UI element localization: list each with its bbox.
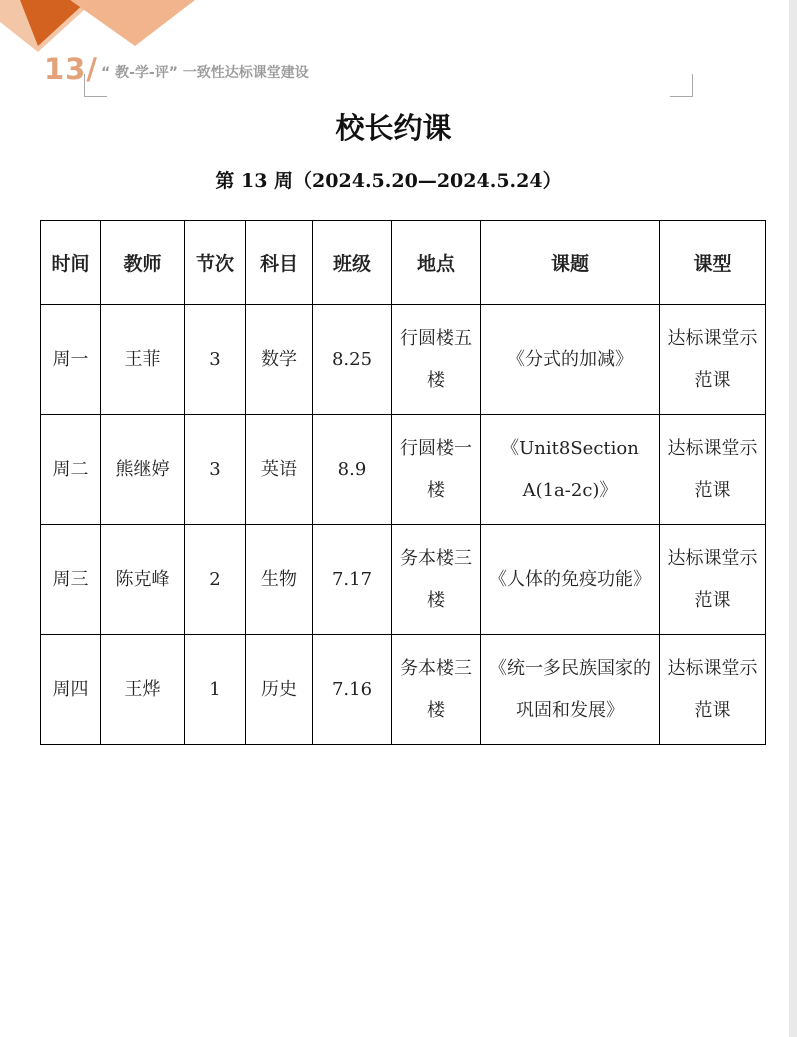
column-header-topic: 课题	[481, 221, 660, 305]
document-title: 校长约课	[335, 111, 452, 145]
cell-subject: 生物	[246, 525, 313, 635]
cell-subject: 英语	[246, 415, 313, 525]
cell-subject: 历史	[246, 635, 313, 745]
column-header-subject: 科目	[246, 221, 313, 305]
schedule-table	[40, 220, 766, 745]
table-row	[41, 525, 766, 635]
table-header-row	[41, 221, 766, 305]
cell-period: 2	[185, 525, 246, 635]
crop-mark-left	[84, 74, 107, 97]
cell-teacher: 王烨	[101, 635, 185, 745]
cell-class: 7.17	[313, 525, 392, 635]
cell-type: 达标课堂示范课	[660, 415, 766, 525]
running-header: “ 教-学-评” 一致性达标课堂建设	[101, 65, 309, 81]
cell-subject: 数学	[246, 305, 313, 415]
cell-location: 务本楼三楼	[392, 635, 481, 745]
cell-teacher: 王菲	[101, 305, 185, 415]
cell-class: 8.25	[313, 305, 392, 415]
cell-period: 3	[185, 415, 246, 525]
cell-type: 达标课堂示范课	[660, 635, 766, 745]
table-row	[41, 415, 766, 525]
cell-topic: 《统一多民族国家的巩固和发展》	[481, 635, 660, 745]
cell-class: 8.9	[313, 415, 392, 525]
column-header-period: 节次	[185, 221, 246, 305]
column-header-teacher: 教师	[101, 221, 185, 305]
column-header-class: 班级	[313, 221, 392, 305]
column-header-type: 课型	[660, 221, 766, 305]
crop-mark-right	[670, 74, 693, 97]
table-row	[41, 635, 766, 745]
cell-teacher: 熊继婷	[101, 415, 185, 525]
cell-day: 周二	[41, 415, 101, 525]
cell-day: 周一	[41, 305, 101, 415]
column-header-time: 时间	[41, 221, 101, 305]
cell-class: 7.16	[313, 635, 392, 745]
cell-day: 周三	[41, 525, 101, 635]
cell-location: 行圆楼五楼	[392, 305, 481, 415]
corner-decoration	[0, 0, 200, 60]
table-row	[41, 305, 766, 415]
page-number: 13/	[44, 52, 98, 86]
cell-topic: 《Unit8Section A(1a-2c)》	[481, 415, 660, 525]
document-subtitle: 第 13 周（2024.5.20—2024.5.24）	[215, 170, 562, 192]
cell-period: 1	[185, 635, 246, 745]
cell-type: 达标课堂示范课	[660, 305, 766, 415]
cell-period: 3	[185, 305, 246, 415]
cell-type: 达标课堂示范课	[660, 525, 766, 635]
cell-location: 务本楼三楼	[392, 525, 481, 635]
cell-topic: 《人体的免疫功能》	[481, 525, 660, 635]
cell-location: 行圆楼一楼	[392, 415, 481, 525]
cell-day: 周四	[41, 635, 101, 745]
cell-teacher: 陈克峰	[101, 525, 185, 635]
cell-topic: 《分式的加减》	[481, 305, 660, 415]
page-edge	[789, 0, 797, 1037]
column-header-location: 地点	[392, 221, 481, 305]
